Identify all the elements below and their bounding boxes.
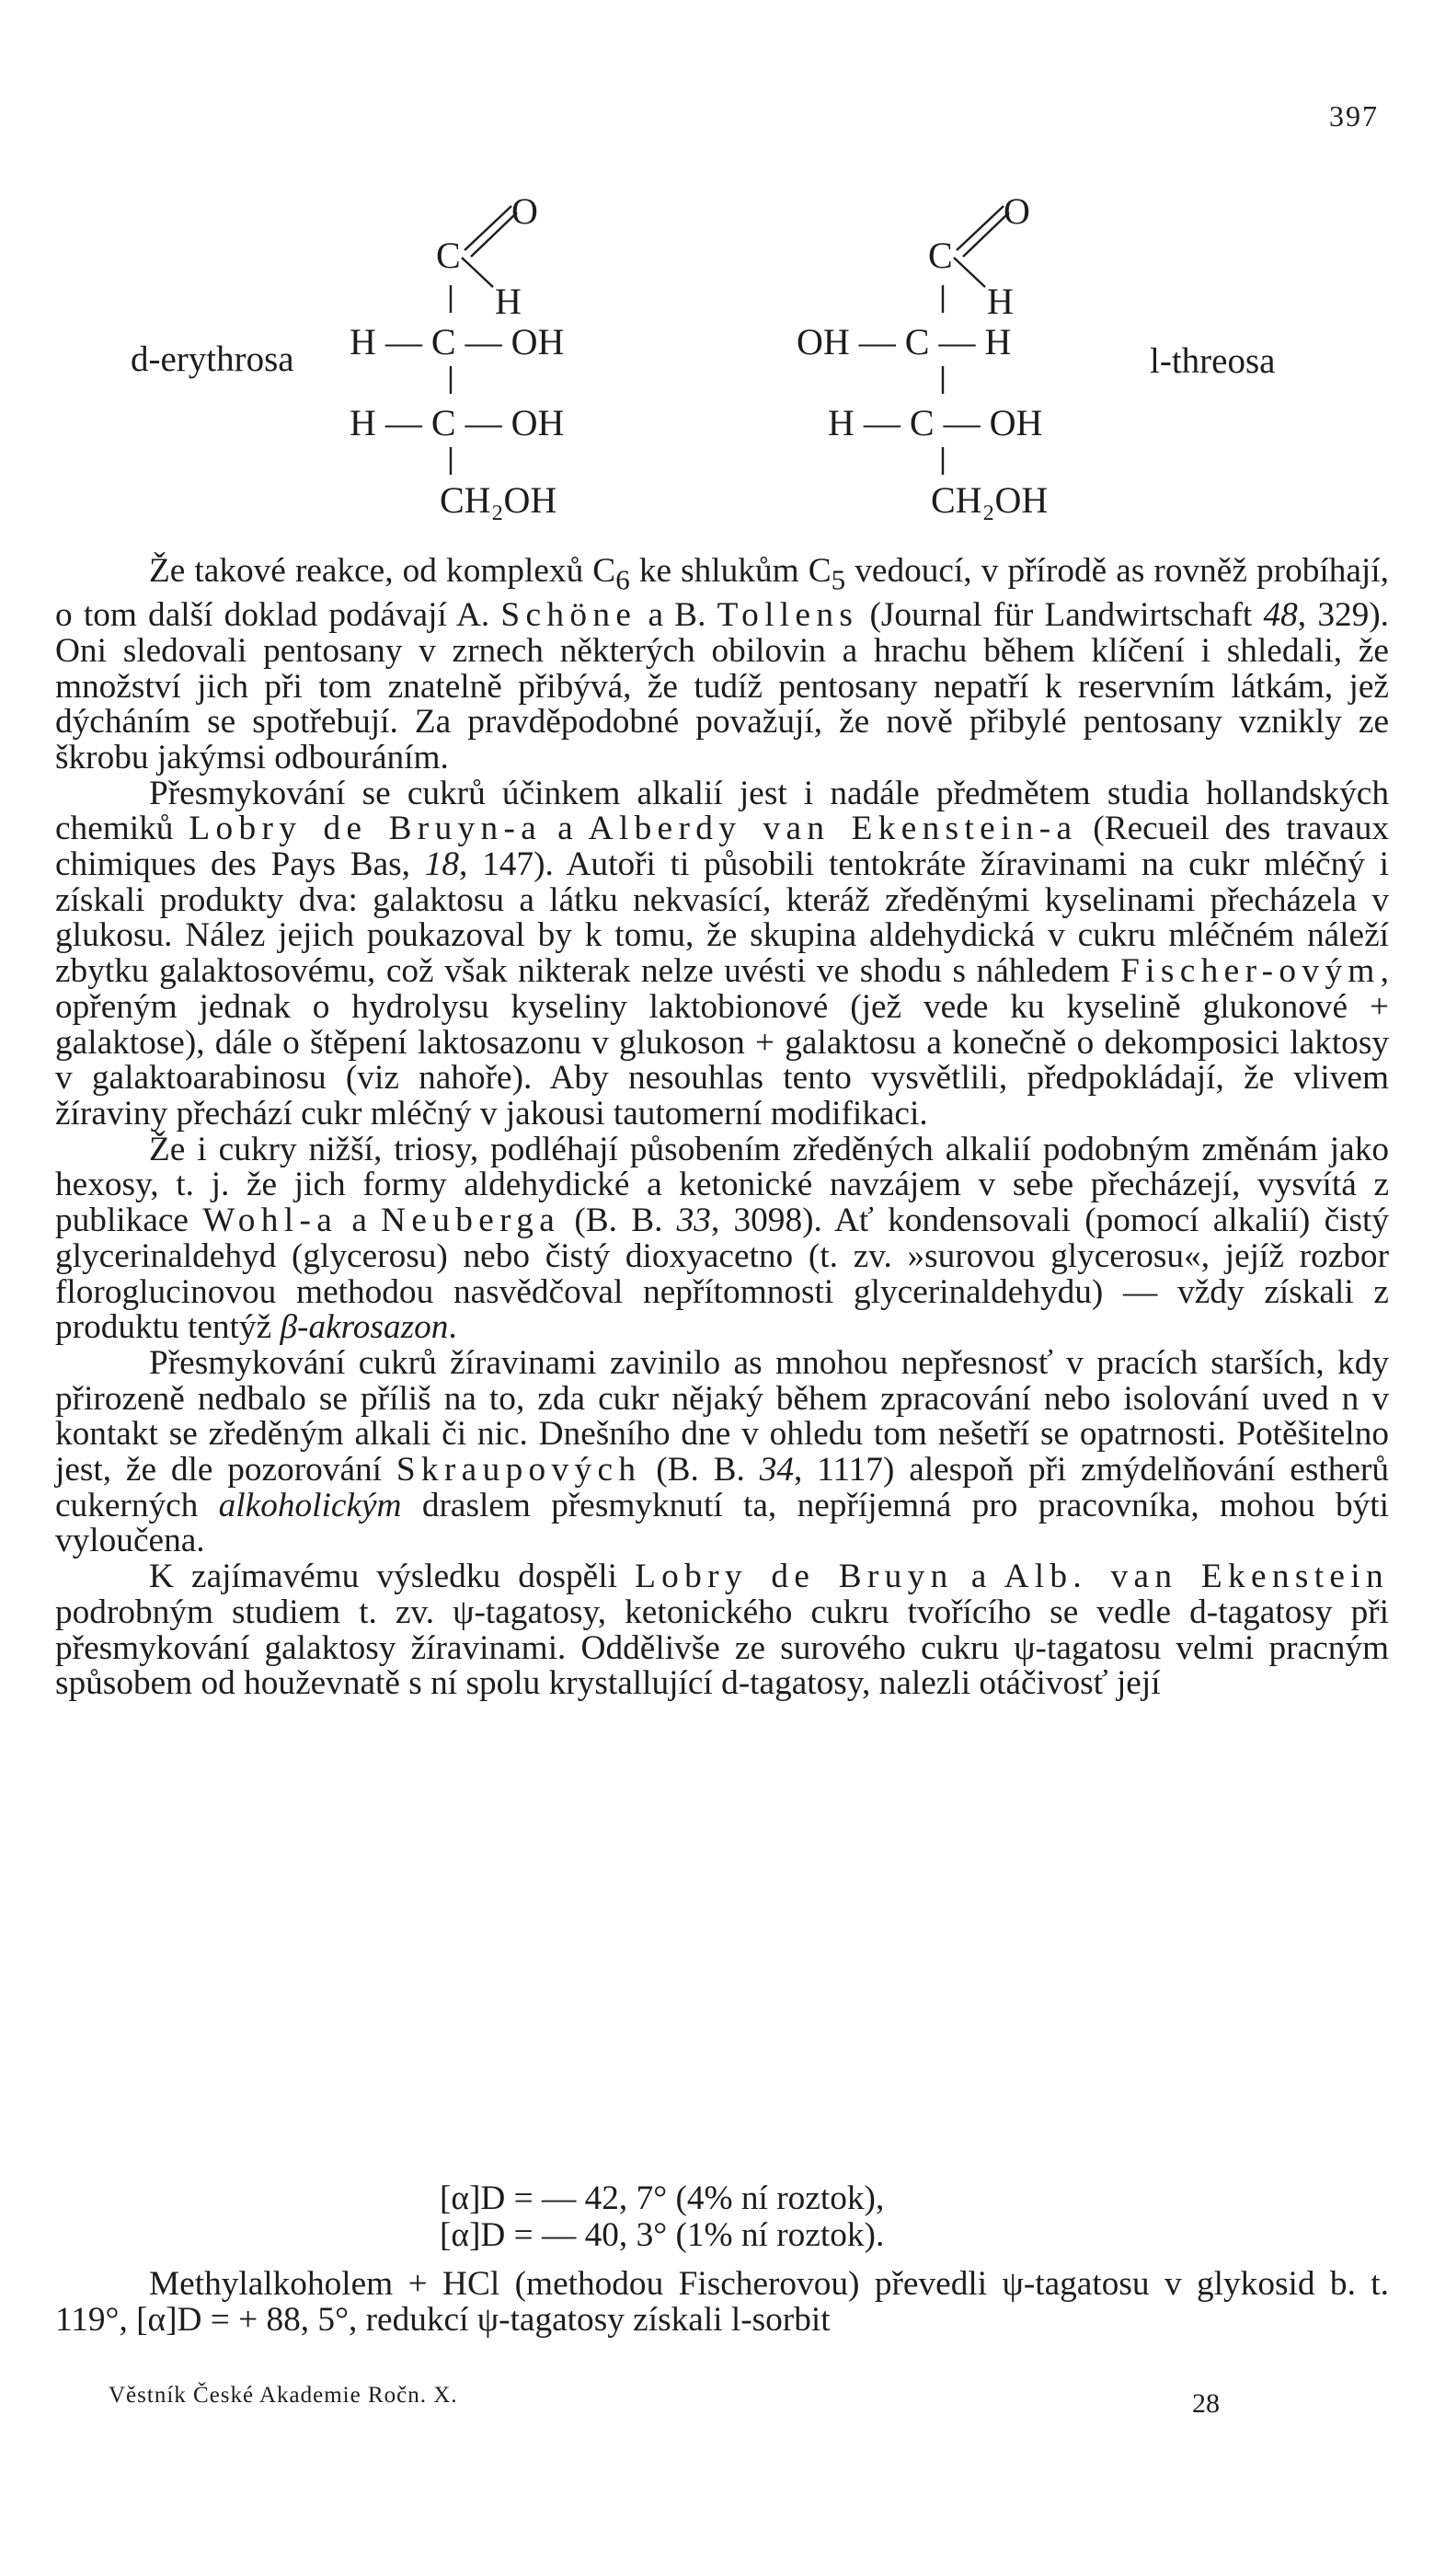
volume-number: 34 [759, 1451, 794, 1489]
threosa-row2: OH — C — H [797, 321, 1012, 362]
paragraph-3: Že i cukry nižší, triosy, podléhají působením zředěných alkalií podobným změnám jako hexosy, t. j. že jich formy aldehydické a ketonické navzájem v sebe přecházejí, vysvítá z publikace Wohl-a a Neuberga (B. B. 33, 3098). Ať kondensovali (pomocí alkalií) čistý glycerinaldehyd (glycerosu) nebo čistý dioxyacetno (t. zv. »surovou glycerosu«, jejíž rozbor floroglucinovou methodou nasvědčoval nepřítomnosti glycerinaldehydu) — vždy získali z produktu tentýž β-akrosazon. [55, 1130, 1390, 1347]
compound-name: β-akrosazon [280, 1308, 449, 1347]
journal-footer: Věstník České Akademie Ročn. X. [109, 2383, 458, 2408]
threosa-end: CH₂OH [931, 479, 1049, 521]
paragraph-5: K zajímavému výsledku dospěli Lobry de Bruyn a Alb. van Ekenstein podrobným studiem t. zv. ψ-tagatosy, ketonického cukru tvořícího se vedle d-tagatosy při přesmykování galaktosy žíravinami. Oddělivše ze surového cukru ψ-tagatosu velmi pracným spůsobem od houževnatě s ní spolu krystallující d-tagatosy, nalezli otáčivosť její [55, 1558, 1389, 1703]
author-name: Lobry de Bruyn-a [189, 810, 543, 848]
paragraph-2: Přesmykování se cukrů účinkem alkalií jest i nadále předmětem studia hollandských chemiků Lobry de Bruyn-a a Alberdy van Ekenstein-a (Recueil des travaux chimiques des Pays Bas, 18, 147). Autoři ti působili tentokráte žíravinami na cukr mléčný i získali produkty dva: galaktosu a látku nekvasící, kteráž zředěnými kyselinami přecházela v glukosu. Nález jejich poukazoval by k tomu, že skupina aldehydická v cukru mléčném náleží zbytku galaktosovému, což však nikterak nelze uvésti ve shodu s náhledem Fischer-ovým, opřeným jednak o hydrolysu kyseliny laktobionové (jež vede ku kyselině glukonové + galaktose), dále o štěpení laktosazonu v glukoson + galaktosu a konečně o dekomposici laktosy v galaktoarabinosu (viz nahoře). Aby nesouhlas tento vysvětlili, předpokládají, že vlivem žíraviny přechází cukr mléčný v jakousi tautomerní modifikaci. [55, 774, 1390, 1133]
volume-number: 48 [1263, 596, 1298, 635]
erythrosa-row2: H — C — OH [350, 321, 565, 362]
erythrosa-c1: C [436, 235, 461, 276]
threosa-row3: H — C — OH [828, 402, 1043, 443]
volume-number: 33 [676, 1202, 711, 1240]
author-name: Tollens [717, 596, 859, 635]
emphasis: alkoholickým [218, 1486, 402, 1524]
erythrosa-o: O [511, 190, 538, 232]
erythrosa-h: H [495, 281, 522, 322]
threosa-label: l-threosa [1150, 341, 1276, 381]
body-text [55, 554, 1389, 1702]
paragraph-4: Přesmykování cukrů žíravinami zavinilo as mnohou nepřesnosť v pracích starších, kdy přirozeně nedbalo se příliš na to, zda cukr nějaký během zpracování nebo isolování uved n v kontakt se zředěným alkali či nic. Dnešního dne v ohledu tom nešetří se opatrnosti. Potěšitelno jest, že dle pozorování Skraupových (B. B. 34, 1117) alespoň při zmýdelňování estherů cukerných alkoholickým draslem přesmyknutí ta, nepříjemná pro pracovníka, mohou býti vyloučena. [55, 1343, 1389, 1560]
volume-number: 18 [424, 845, 460, 884]
erythrosa-end: CH₂OH [440, 479, 557, 521]
sheet-number: 28 [1192, 2388, 1220, 2419]
author-name: Schöne [500, 596, 637, 635]
author-name: Wohl-a [202, 1202, 338, 1240]
rotation-line-1: [α]D = — 42, 7° (4% ní roztok), [440, 2179, 885, 2217]
erythrosa-row3: H — C — OH [350, 402, 565, 443]
optical-rotation-values [440, 2180, 884, 2254]
erythrosa-label: d-erythrosa [131, 339, 294, 379]
threosa-h: H [987, 281, 1014, 322]
author-name: Skraupových [396, 1451, 642, 1489]
paragraph-6: Methylalkoholem + HCl (methodou Fischerovou) převedli ψ-tagatosu v glykosid b. t. 119°, [α]D = + 88, 5°, redukcí ψ-tagatosy získali l-sorbit [55, 2265, 1389, 2339]
author-name: Fischer-ovým [1120, 952, 1381, 991]
paragraph-1: Že takové reakce, od komplexů $C_6$ ke shlukům $C_5$ vedoucí, v přírodě as rovněž probíhají, o tom další doklad podávají A. Schöne a B. Tollens (Journal für Landwirtschaft 48, 329). Oni sledovali pentosany v zrnech některých obilovin a hrachu během klíčení i shledali, že množství jich při tom znatelně přibývá, že tudíž pentosany nepatří k reservním látkám, jež dýcháním se spotřebují. Za pravděpodobné považují, že nově přibylé pentosany vznikly ze škrobu jakýmsi odbouráním. [55, 552, 1390, 776]
author-name: Lobry de Bruyn [635, 1558, 954, 1596]
threosa-o: O [1004, 190, 1030, 232]
body-text-continued [55, 2267, 1389, 2338]
threosa-c1: C [928, 235, 953, 276]
author-name: Neuberga [381, 1202, 561, 1240]
author-name: Alb. van Ekenstein [1004, 1558, 1389, 1596]
rotation-line-2: [α]D = — 40, 3° (1% ní roztok). [440, 2216, 885, 2254]
threosa-bonds [0, 0, 1434, 552]
page-number: 397 [1329, 99, 1379, 132]
author-name: Alberdy van Ekenstein-a [588, 810, 1078, 848]
